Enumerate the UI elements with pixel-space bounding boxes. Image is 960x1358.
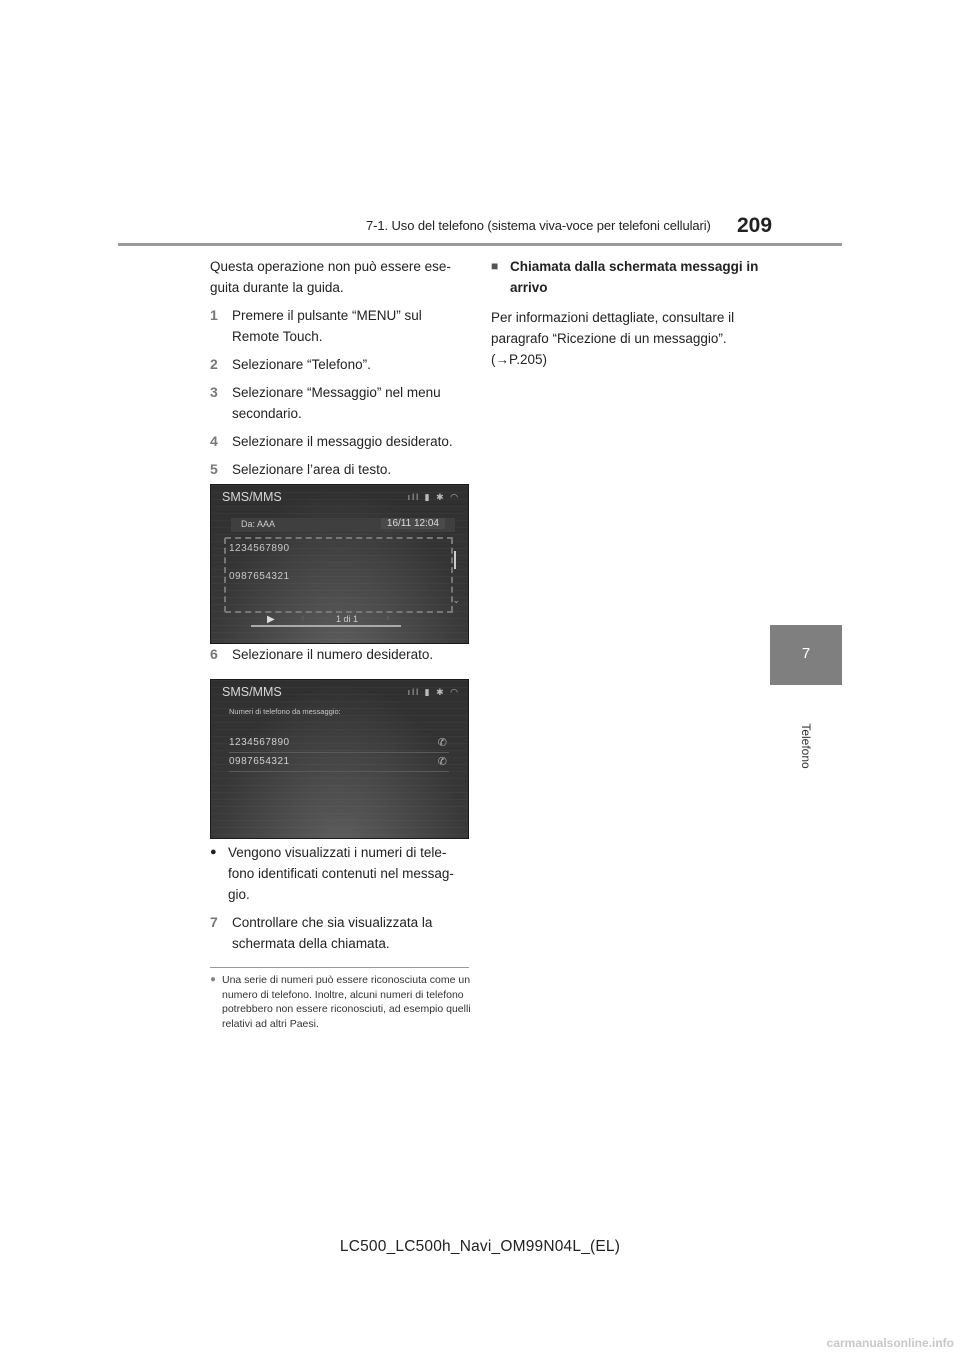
text-area-border-left: [224, 538, 226, 612]
number-value: 1234567890: [229, 737, 290, 748]
chapter-tab[interactable]: [770, 625, 842, 685]
left-column: [210, 256, 472, 480]
step-2: 2 Selezionare “Telefono”.: [210, 356, 371, 372]
step-7: 7 Controllare che sia visualizzata la schermata della chiamata.: [210, 914, 433, 951]
text-area-border-bottom: [225, 611, 453, 613]
right-column: [491, 256, 761, 370]
screen-footer-bar: [251, 625, 401, 627]
section-title: ■ Chiamata dalla schermata messaggi in arrivo: [491, 259, 759, 295]
sms-screen-numbers: [210, 679, 469, 839]
header-rule: [118, 243, 842, 246]
chevron-down-icon[interactable]: ⌄: [452, 595, 460, 605]
text-area-line-2[interactable]: 0987654321: [229, 571, 290, 582]
intro-text: Questa operazione non può essere ese-guita durante la guida.: [210, 259, 451, 295]
scrollbar[interactable]: [454, 551, 456, 569]
from-field: Da: AAA: [241, 519, 276, 529]
info-bullet: ● Vengono visualizzati i numeri di tele-fono identificati contenuti nel messag-gio.: [210, 845, 454, 902]
header-title: 7-1. Uso del telefono (sistema viva-voce per telefoni cellulari): [366, 218, 711, 233]
step-6: 6 Selezionare il numero desiderato.: [210, 646, 434, 662]
text-area[interactable]: 1234567890: [229, 543, 290, 554]
number-value: 0987654321: [229, 756, 290, 767]
note: ● Una serie di numeri può essere riconosciuta come un numero di telefono. Inoltre, alcuni numeri di telefono potrebbero non essere riconosciuti, ad esempio quelli relativi ad altri Paesi.: [210, 974, 471, 1030]
text-area-border-top: [225, 537, 453, 539]
page-number: 209: [737, 214, 773, 237]
note-rule: [210, 967, 469, 968]
status-icons: ıll ▮ ✱ ◠: [407, 687, 460, 697]
chapter-label: Telefono: [799, 723, 813, 769]
step-5: 5 Selezionare l’area di testo.: [210, 461, 392, 477]
sms-screen-message: [210, 484, 469, 644]
numbers-caption: Numeri di telefono da messaggio:: [229, 707, 341, 716]
status-icons: ıll ▮ ✱ ◠: [407, 492, 460, 502]
play-icon[interactable]: ▶: [267, 614, 275, 625]
phone-icon: ✆: [437, 737, 447, 749]
number-row-1[interactable]: [229, 734, 449, 753]
step-1: 1 Premere il pulsante “MENU” sul Remote Touch.: [210, 307, 422, 344]
page-indicator: 1 di 1: [336, 614, 359, 624]
phone-icon: ✆: [437, 756, 447, 768]
next-page-icon[interactable]: ›: [386, 612, 390, 624]
screen-title: SMS/MMS: [222, 685, 282, 699]
footer-doc-id: LC500_LC500h_Navi_OM99N04L_(EL): [339, 1238, 621, 1255]
date-field: 16/11 12:04: [381, 518, 445, 529]
prev-page-icon[interactable]: ‹: [301, 612, 305, 624]
message-header-bar: [231, 518, 455, 532]
section-text: Per informazioni dettagliate, consultare il paragrafo “Ricezione di un messaggio”. (→P.205): [491, 310, 735, 367]
number-row-2[interactable]: [229, 753, 449, 772]
screen-title: SMS/MMS: [222, 490, 282, 504]
step-4: 4 Selezionare il messaggio desiderato.: [210, 433, 453, 449]
left-column-bottom: [210, 842, 472, 954]
left-column-step6: [210, 644, 472, 665]
chapter-number: 7: [801, 645, 811, 662]
step-3: 3 Selezionare “Messaggio” nel menu secondario.: [210, 384, 441, 421]
watermark: carmanualsonline.info: [826, 1336, 954, 1350]
